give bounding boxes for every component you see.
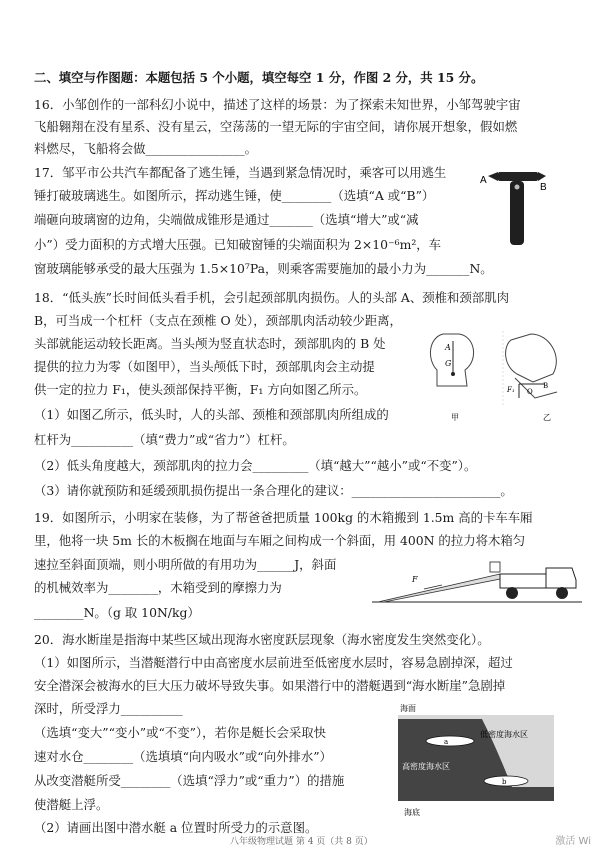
hammer-label-b: B [540,182,547,193]
sea-cliff-figure [396,703,556,818]
q16-line-3: 料燃尽，飞船将会做________________。 [34,141,258,156]
q20-line-6: 速对水仓________（选填填“向内吸水”或“向外排水”） [34,749,332,764]
q18-line-1: 18．“低头族”长时间低头看手机，会引起颈部肌肉损伤。人的头部 A、颈椎和颈部肌肉 [34,290,509,305]
q19-line-5: ________N。（g 取 10N/kg） [34,605,200,620]
q20-line-8: 使潜艇上浮。 [34,797,109,812]
q20-line-2: （1）如图所示，当潜艇潜行中由高密度水层前进至低密度水层时，容易急剧掉深，超过 [34,655,513,670]
q18-sub2: （2）低头角度越大，颈部肌肉的拉力会_________（填“越大”“越小”或“不变”）。 [34,458,477,473]
q18-line-5: 供一定的拉力 F₁，使头颈部保持平衡，F₁ 方向如图乙所示。 [34,382,367,397]
neck-lever-figure [423,326,568,426]
q20-line-3: 安全潜深会被海水的巨大压力破坏导致失事。如果潜行中的潜艇遇到“海水断崖”急剧掉 [34,678,506,693]
q17-line-2: 锤打破玻璃逃生。如图所示，挥动逃生锤，使________（选填“A 或“B”） [34,188,435,203]
sea-label-bottom: 海底 [404,808,420,817]
q20-sub2: （2）请画出图中潜水艇 a 位置时所受力的示意图。 [34,820,318,835]
neck-label-a: A [445,343,451,352]
q18-line-4: 提供的拉力为零（如图甲），当头颅低下时，颈部肌肉会主动提 [34,359,375,374]
q16-line-2: 飞船翱翔在没有星系、没有星云，空荡荡的一望无际的宇宙空间，请你展开想象，假如燃 [34,119,518,134]
q19-line-1: 19．如图所示，小明家在装修，为了帮爸爸把质量 100kg 的木箱搬到 1.5m 高的卡车车厢 [34,510,533,525]
sea-label-a: a [444,738,449,746]
q20-line-5: （选填“变大”“变小”或“不变”），若你是艇长会采取快 [34,725,327,740]
neck-label-o: O [527,388,533,396]
q17-line-1: 17．邹平市公共汽车都配备了逃生锤，当遇到紧急情况时，乘客可以用逃生 [34,165,447,180]
sea-label-b: b [502,778,507,786]
ramp-truck-figure [372,552,584,610]
q20-line-1: 20．海水断崖是指海中某些区域出现海水密度跃层现象（海水密度发生突然变化）。 [34,632,490,647]
q18-line-3: 头部就能运动较长距离。当头颅为竖直状态时，颈部肌肉的 B 处 [34,336,386,351]
q20-line-7: 从改变潜艇所受________（选填“浮力”或“重力”）的措施 [34,773,345,788]
q17-line-3: 端砸向玻璃窗的边角，尖端做成锥形是通过_______（选填“增大”或“减 [34,212,419,227]
neck-label-g: G [445,359,452,368]
section-header: 二、填空与作图题：本题包括 5 个小题，填空每空 1 分，作图 2 分，共 15 分。 [34,70,484,85]
q18-sub3: （3）请你就预防和延缓颈肌损伤提出一条合理化的建议：________________________。 [34,483,513,498]
q19-line-3: 速拉至斜面顶端，则小明所做的有用功为______J，斜面 [34,557,337,572]
page-footer: 八年级物理试题 第 4 页（共 8 页） [230,837,373,847]
q18-line-2: B，可当成一个杠杆（支点在颈椎 O 处），颈部肌肉活动较少距离， [34,313,402,328]
q18-sub1-line-1: （1）如图乙所示，低头时，人的头部、颈椎和颈部肌肉所组成的 [34,407,389,422]
ramp-label-f: F [412,575,418,584]
neck-label-f1: F₁ [507,386,515,394]
q19-line-2: 里，他将一块 5m 长的木板搁在地面与车厢之间构成一个斜面，用 400N 的拉力将木箱匀 [34,533,526,548]
q17-line-4: 小”）受力面积的方式增大压强。已知破窗锤的尖端面积为 2×10⁻⁶m²，车 [34,237,442,252]
sea-label-low-density: 低密度海水区 [480,730,528,739]
q20-line-4: 深时，所受浮力__________ [34,701,183,716]
neck-label-b: B [543,382,549,390]
q19-line-4: 的机械效率为________，木箱受到的摩擦力为 [34,580,282,595]
sea-label-surface: 海面 [400,704,416,713]
sea-label-high-density: 高密度海水区 [402,762,450,771]
q17-line-5: 窗玻璃能够承受的最大压强为 1.5×10⁷Pa，则乘客需要施加的最小力为_______N。 [34,261,493,276]
activation-watermark: 激活 Wi [555,836,591,847]
q18-sub1-line-2: 杠杆为__________（填“费力”或“省力”）杠杆。 [34,432,295,447]
q16-line-1: 16．小邹创作的一部科幻小说中，描述了这样的场景：为了探索未知世界，小邹驾驶宇宙 [34,97,521,112]
escape-hammer-figure [478,162,550,250]
neck-label-yi: 乙 [543,413,551,422]
neck-label-jia: 甲 [451,413,459,422]
hammer-label-a: A [480,175,487,186]
